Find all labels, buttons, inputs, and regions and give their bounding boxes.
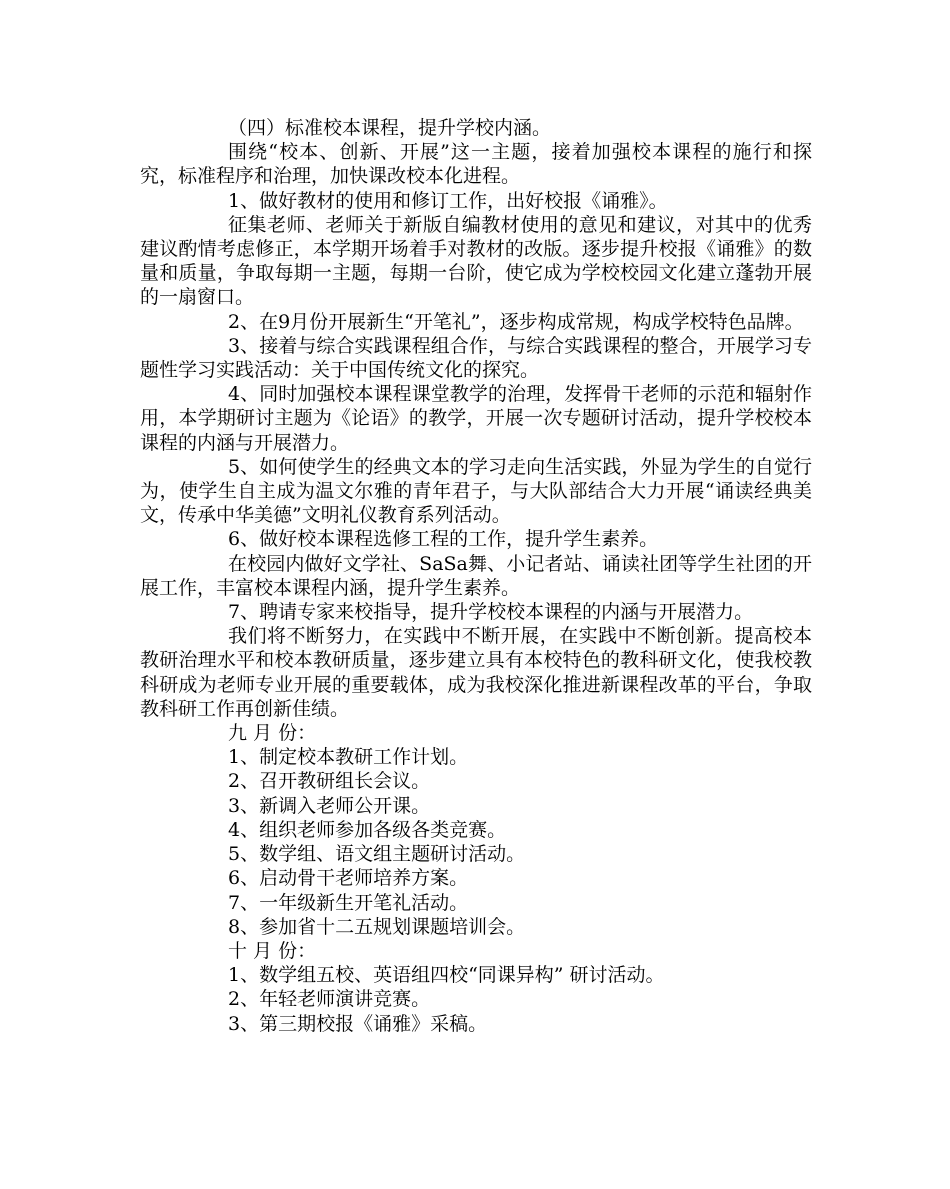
list-item: 3、新调入老师公开课。 [228,794,431,817]
list-item: 3、接着与综合实践课程组合作，与综合实践课程的整合，开展学习专题性学习实践活动：关于中国传统文化的探究。 [140,334,812,382]
list-item: 7、一年级新生开笔礼活动。 [228,891,469,914]
list-item: 3、第三期校报《诵雅》采稿。 [228,1012,488,1035]
list-item: 1、制定校本教研工作计划。 [228,746,469,769]
list-item: 2、在9月份开展新生“开笔礼”，逐步构成常规，构成学校特色品牌。 [228,310,804,333]
list-item: 6、做好校本课程选修工程的工作，提升学生素养。 [228,528,659,551]
section-heading: （四）标准校本课程，提升学校内涵。 [228,117,552,139]
list-item: 7、聘请专家来校指导，提升学校校本课程的内涵与开展潜力。 [228,601,754,624]
list-item: 4、同时加强校本课程课堂教学的治理，发挥骨干老师的示范和辐射作用，本学期研讨主题为《论语》的教学，开展一次专题研讨活动，提升学校校本课程的内涵与开展潜力。 [140,383,812,454]
list-item: 4、组织老师参加各级各类竞赛。 [228,818,507,841]
paragraph: 在校园内做好文学社、SaSa舞、小记者站、诵读社团等学生社团的开展工作，丰富校本课程内涵，提升学生素养。 [140,552,812,599]
list-item: 5、如何使学生的经典文本的学习走向生活实践，外显为学生的自觉行为，使学生自主成为温文尔雅的青年君子，与大队部结合大力开展“诵读经典美文，传承中华美德”文明礼仪教育系列活动。 [140,455,812,527]
paragraph: 我们将不断努力，在实践中不断开展，在实践中不断创新。提高校本教研治理水平和校本教研质量，逐步建立具有本校特色的教科研文化，使我校教科研成为老师专业开展的重要载体，成为我校深化推进新课程改革的平台，争取教科研工作再创新佳绩。 [140,625,812,720]
list-item: 5、数学组、语文组主题研讨活动。 [228,843,526,866]
month-heading-october: 十 月 份： [228,939,317,962]
list-item: 8、参加省十二五规划课题培训会。 [228,915,526,938]
list-item: 6、启动骨干老师培养方案。 [228,867,469,890]
list-item: 2、年轻老师演讲竞赛。 [228,988,431,1011]
list-item: 1、做好教材的使用和修订工作，出好校报《诵雅》。 [228,189,668,212]
month-heading-september: 九 月 份： [228,722,317,745]
list-item: 1、数学组五校、英语组四校“同课异构” 研讨活动。 [228,964,665,987]
paragraph: 征集老师、老师关于新版自编教材使用的意见和建议，对其中的优秀建议酌情考虑修正，本学期开场着手对教材的改版。逐步提升校报《诵雅》的数量和质量，争取每期一主题，每期一台阶，使它成为学校校园文化建立蓬勃开展的一扇窗口。 [140,213,812,309]
list-item: 2、召开教研组长会议。 [228,770,431,793]
paragraph: 围绕“校本、创新、开展”这一主题，接着加强校本课程的施行和探究，标准程序和治理，加快课改校本化进程。 [140,141,812,188]
document-body [140,116,812,1036]
